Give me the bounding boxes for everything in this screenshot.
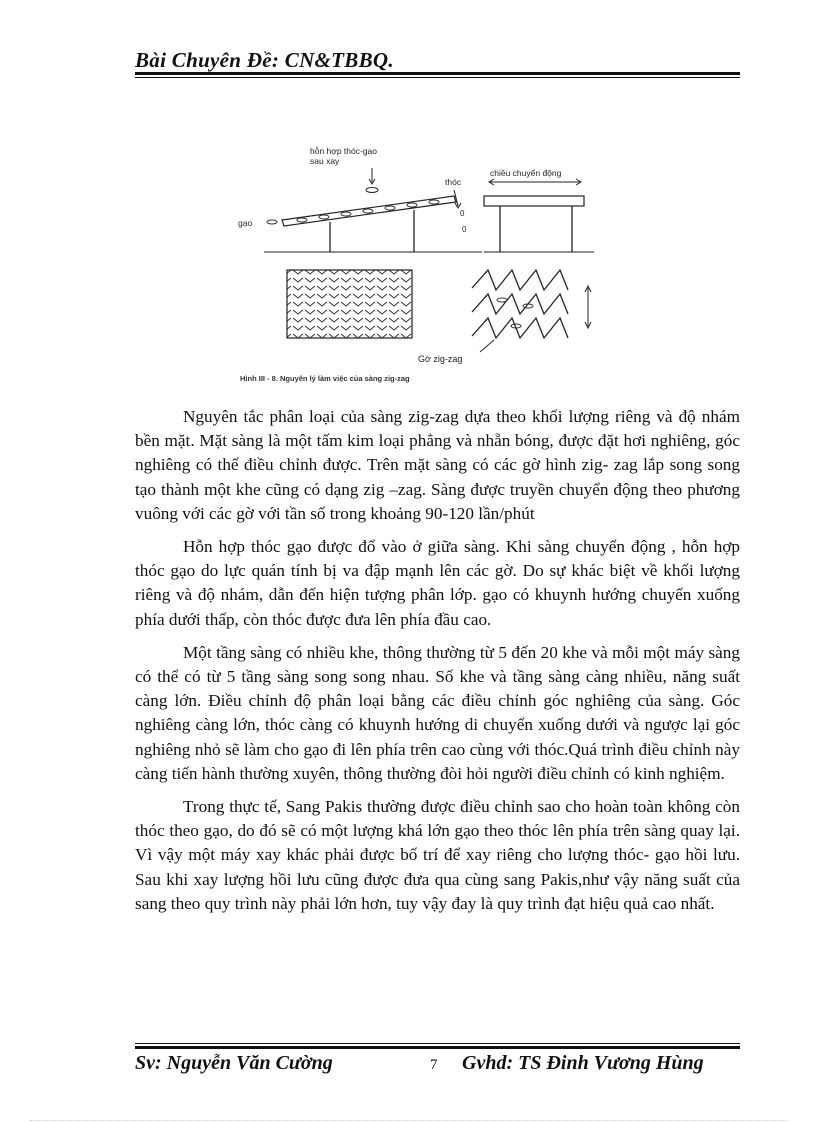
footer-advisor: Gvhd: TS Đinh Vương Hùng — [462, 1052, 704, 1074]
figure-caption: Hình III - 8. Nguyên lý làm việc của sàng zig-zag — [240, 374, 410, 383]
label-after-milling: sau xay — [310, 156, 340, 166]
svg-text:0: 0 — [460, 209, 465, 218]
paragraph: Hỗn hợp thóc gạo được đổ vào ở giữa sàng. Khi sàng chuyển động , hỗn hợp thóc gạo do lực quán tính bị va đập mạnh lên các gờ. Do sự khác biệt về khối lượng riêng và độ nhám, dẫn đến hiện tượng phân lớp. gạo có khuynh hướng chuyển xuống phía dưới thấp, còn thóc được đưa lên phía đầu cao. — [135, 537, 740, 629]
body-text — [135, 405, 740, 925]
label-direction: chiều chuyển động — [490, 168, 562, 178]
footer-student: Sv: Nguyễn Văn Cường — [135, 1052, 333, 1074]
page-edge-divider — [30, 1120, 786, 1121]
zigzag-sieve-figure — [232, 140, 602, 390]
document-header-title: Bài Chuyên Đề: CN&TBBQ. — [135, 48, 394, 72]
zigzag-sieve-diagram — [232, 140, 602, 390]
paragraph: Nguyên tắc phân loại của sàng zig-zag dựa theo khối lượng riêng và độ nhám bền mặt. Mặt sàng là một tấm kim loại phẳng và nhẵn bóng, được đặt hơi nghiêng, góc nghiêng có thể điều chỉnh được. Trên mặt sàng có các gờ hình zig- zag lắp song song tạo thành một khe cũng có dạng zig –zag. Sàng được truyền chuyển động theo phương vuông với các gờ với tần số trong khoảng 90-120 lần/phút — [135, 407, 740, 523]
header-rule — [135, 72, 740, 75]
svg-text:0: 0 — [462, 225, 467, 234]
paragraph: Trong thực tế, Sang Pakis thường được điều chỉnh sao cho hoàn toàn không còn thóc theo gạo, do đó sẽ có một lượng khá lớn gạo theo thóc lên phía trên sàng quay lại. Vì vậy một máy xay khác phải được bố trí để xay riêng cho lượng thóc- gạo hồi lưu. Sau khi xay lượng hồi lưu cũng được đưa qua cùng sang Pakis,như vậy năng suất của sang theo quy trình này phải lớn hơn, tuy vậy đay là quy trình đạt hiệu quả cao nhất. — [135, 797, 740, 913]
header-rule-thin — [135, 77, 740, 78]
label-mix: hỗn hợp thóc-gạo — [310, 146, 378, 156]
label-ridge: Gờ zig-zag — [418, 354, 463, 364]
footer-rule — [135, 1043, 740, 1044]
paragraph: Một tầng sàng có nhiều khe, thông thường từ 5 đến 20 khe và mỗi một máy sàng có thể có từ 5 tầng sàng song song nhau. Số khe và tầng sàng càng nhiều, năng suất càng lớn. Điều chỉnh độ phân loại bằng các điều chỉnh góc nghiêng của sàng. Góc nghiêng càng lớn, thóc càng có khuynh hướng di chuyển xuống dưới và ngược lại góc nghiêng nhỏ sẽ làm cho gạo đi lên phía trên cao cùng với thóc.Quá trình điều chỉnh này càng tiến hành thường xuyên, thông thường đòi hỏi người điều chỉnh có kinh nghiệm. — [135, 642, 740, 783]
label-rice: gạo — [238, 218, 253, 228]
label-paddy: thóc — [445, 177, 462, 187]
footer-rule-thick — [135, 1046, 740, 1049]
page-number: 7 — [430, 1057, 438, 1073]
